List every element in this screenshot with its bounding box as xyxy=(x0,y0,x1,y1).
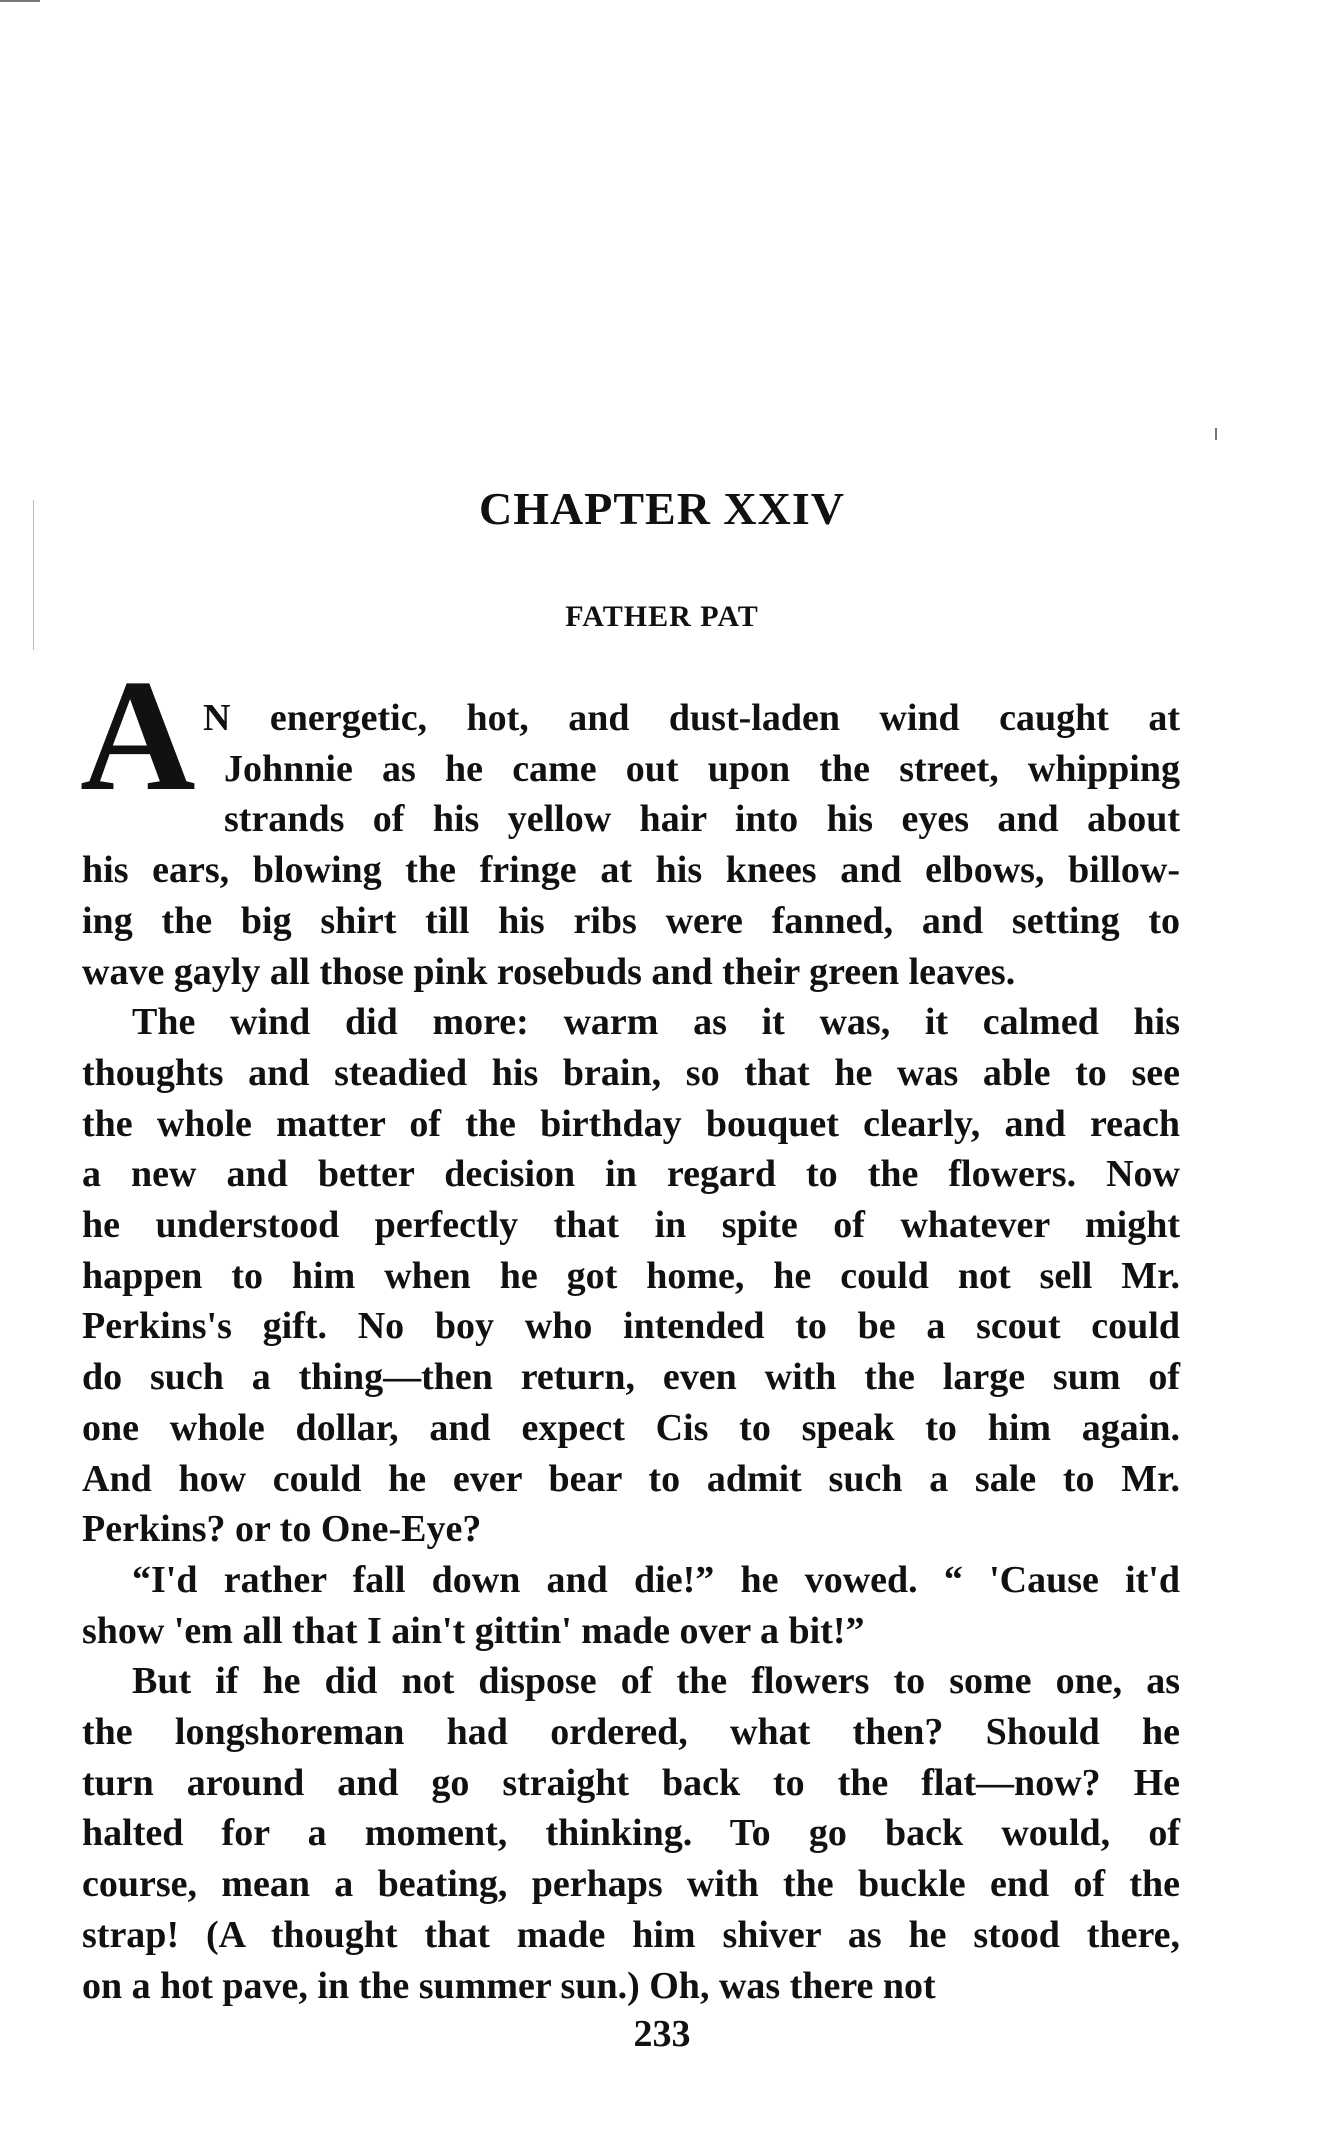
text-line: the whole matter of the birthday bouquet clearly, and reach xyxy=(82,1102,1180,1145)
text-line: The wind did more: warm as it was, it calmed his xyxy=(132,1001,1180,1044)
text-line: show 'em all that I ain't gittin' made over a bit!” xyxy=(82,1609,865,1652)
text-line: happen to him when he got home, he could not sell Mr. xyxy=(82,1254,1180,1297)
drop-cap: A xyxy=(80,646,196,824)
text-line: thoughts and steadied his brain, so that he was able to see xyxy=(82,1051,1180,1094)
scan-speck xyxy=(0,0,40,2)
text-line: course, mean a beating, perhaps with the buckle end of the xyxy=(82,1863,1180,1906)
chapter-subtitle: FATHER PAT xyxy=(565,600,759,633)
scan-speck xyxy=(33,500,34,650)
text-line: a new and better decision in regard to the flowers. Now xyxy=(82,1153,1180,1196)
text-line: Perkins's gift. No boy who intended to be a scout could xyxy=(82,1305,1180,1348)
text-line: strap! (A thought that made him shiver as he stood there, xyxy=(82,1913,1180,1956)
text-line: the longshoreman had ordered, what then? Should he xyxy=(82,1711,1180,1753)
text-line: do such a thing—then return, even with the large sum of xyxy=(82,1356,1180,1399)
text-line: Johnnie as he came out upon the street, whipping xyxy=(224,747,1180,790)
text-line: wave gayly all those pink rosebuds and their green leaves. xyxy=(82,950,1016,993)
text-line: Perkins? or to One-Eye? xyxy=(82,1508,482,1551)
text-line: turn around and go straight back to the flat—now? He xyxy=(82,1761,1180,1804)
page-number: 233 xyxy=(633,2013,691,2055)
text-line: “I'd rather fall down and die!” he vowed. “ 'Cause it'd xyxy=(132,1558,1180,1601)
text-line: halted for a moment, thinking. To go back would, of xyxy=(82,1812,1180,1855)
text-line: strands of his yellow hair into his eyes and about xyxy=(224,798,1180,841)
text-line: his ears, blowing the fringe at his knees and elbows, billow- xyxy=(82,849,1180,892)
text-line: ing the big shirt till his ribs were fanned, and setting to xyxy=(82,899,1180,942)
text-line: one whole dollar, and expect Cis to speak to him again. xyxy=(82,1406,1180,1449)
text-line: But if he did not dispose of the flowers to some one, as xyxy=(132,1660,1180,1703)
scan-speck xyxy=(1215,428,1217,440)
text-line: And how could he ever bear to admit such a sale to Mr. xyxy=(82,1457,1180,1500)
text-line: he understood perfectly that in spite of whatever might xyxy=(82,1204,1180,1246)
text-line: N energetic, hot, and dust-laden wind caught at xyxy=(203,697,1180,739)
chapter-title: CHAPTER XXIV xyxy=(479,483,845,534)
text-line: on a hot pave, in the summer sun.) Oh, was there not xyxy=(82,1964,936,2007)
